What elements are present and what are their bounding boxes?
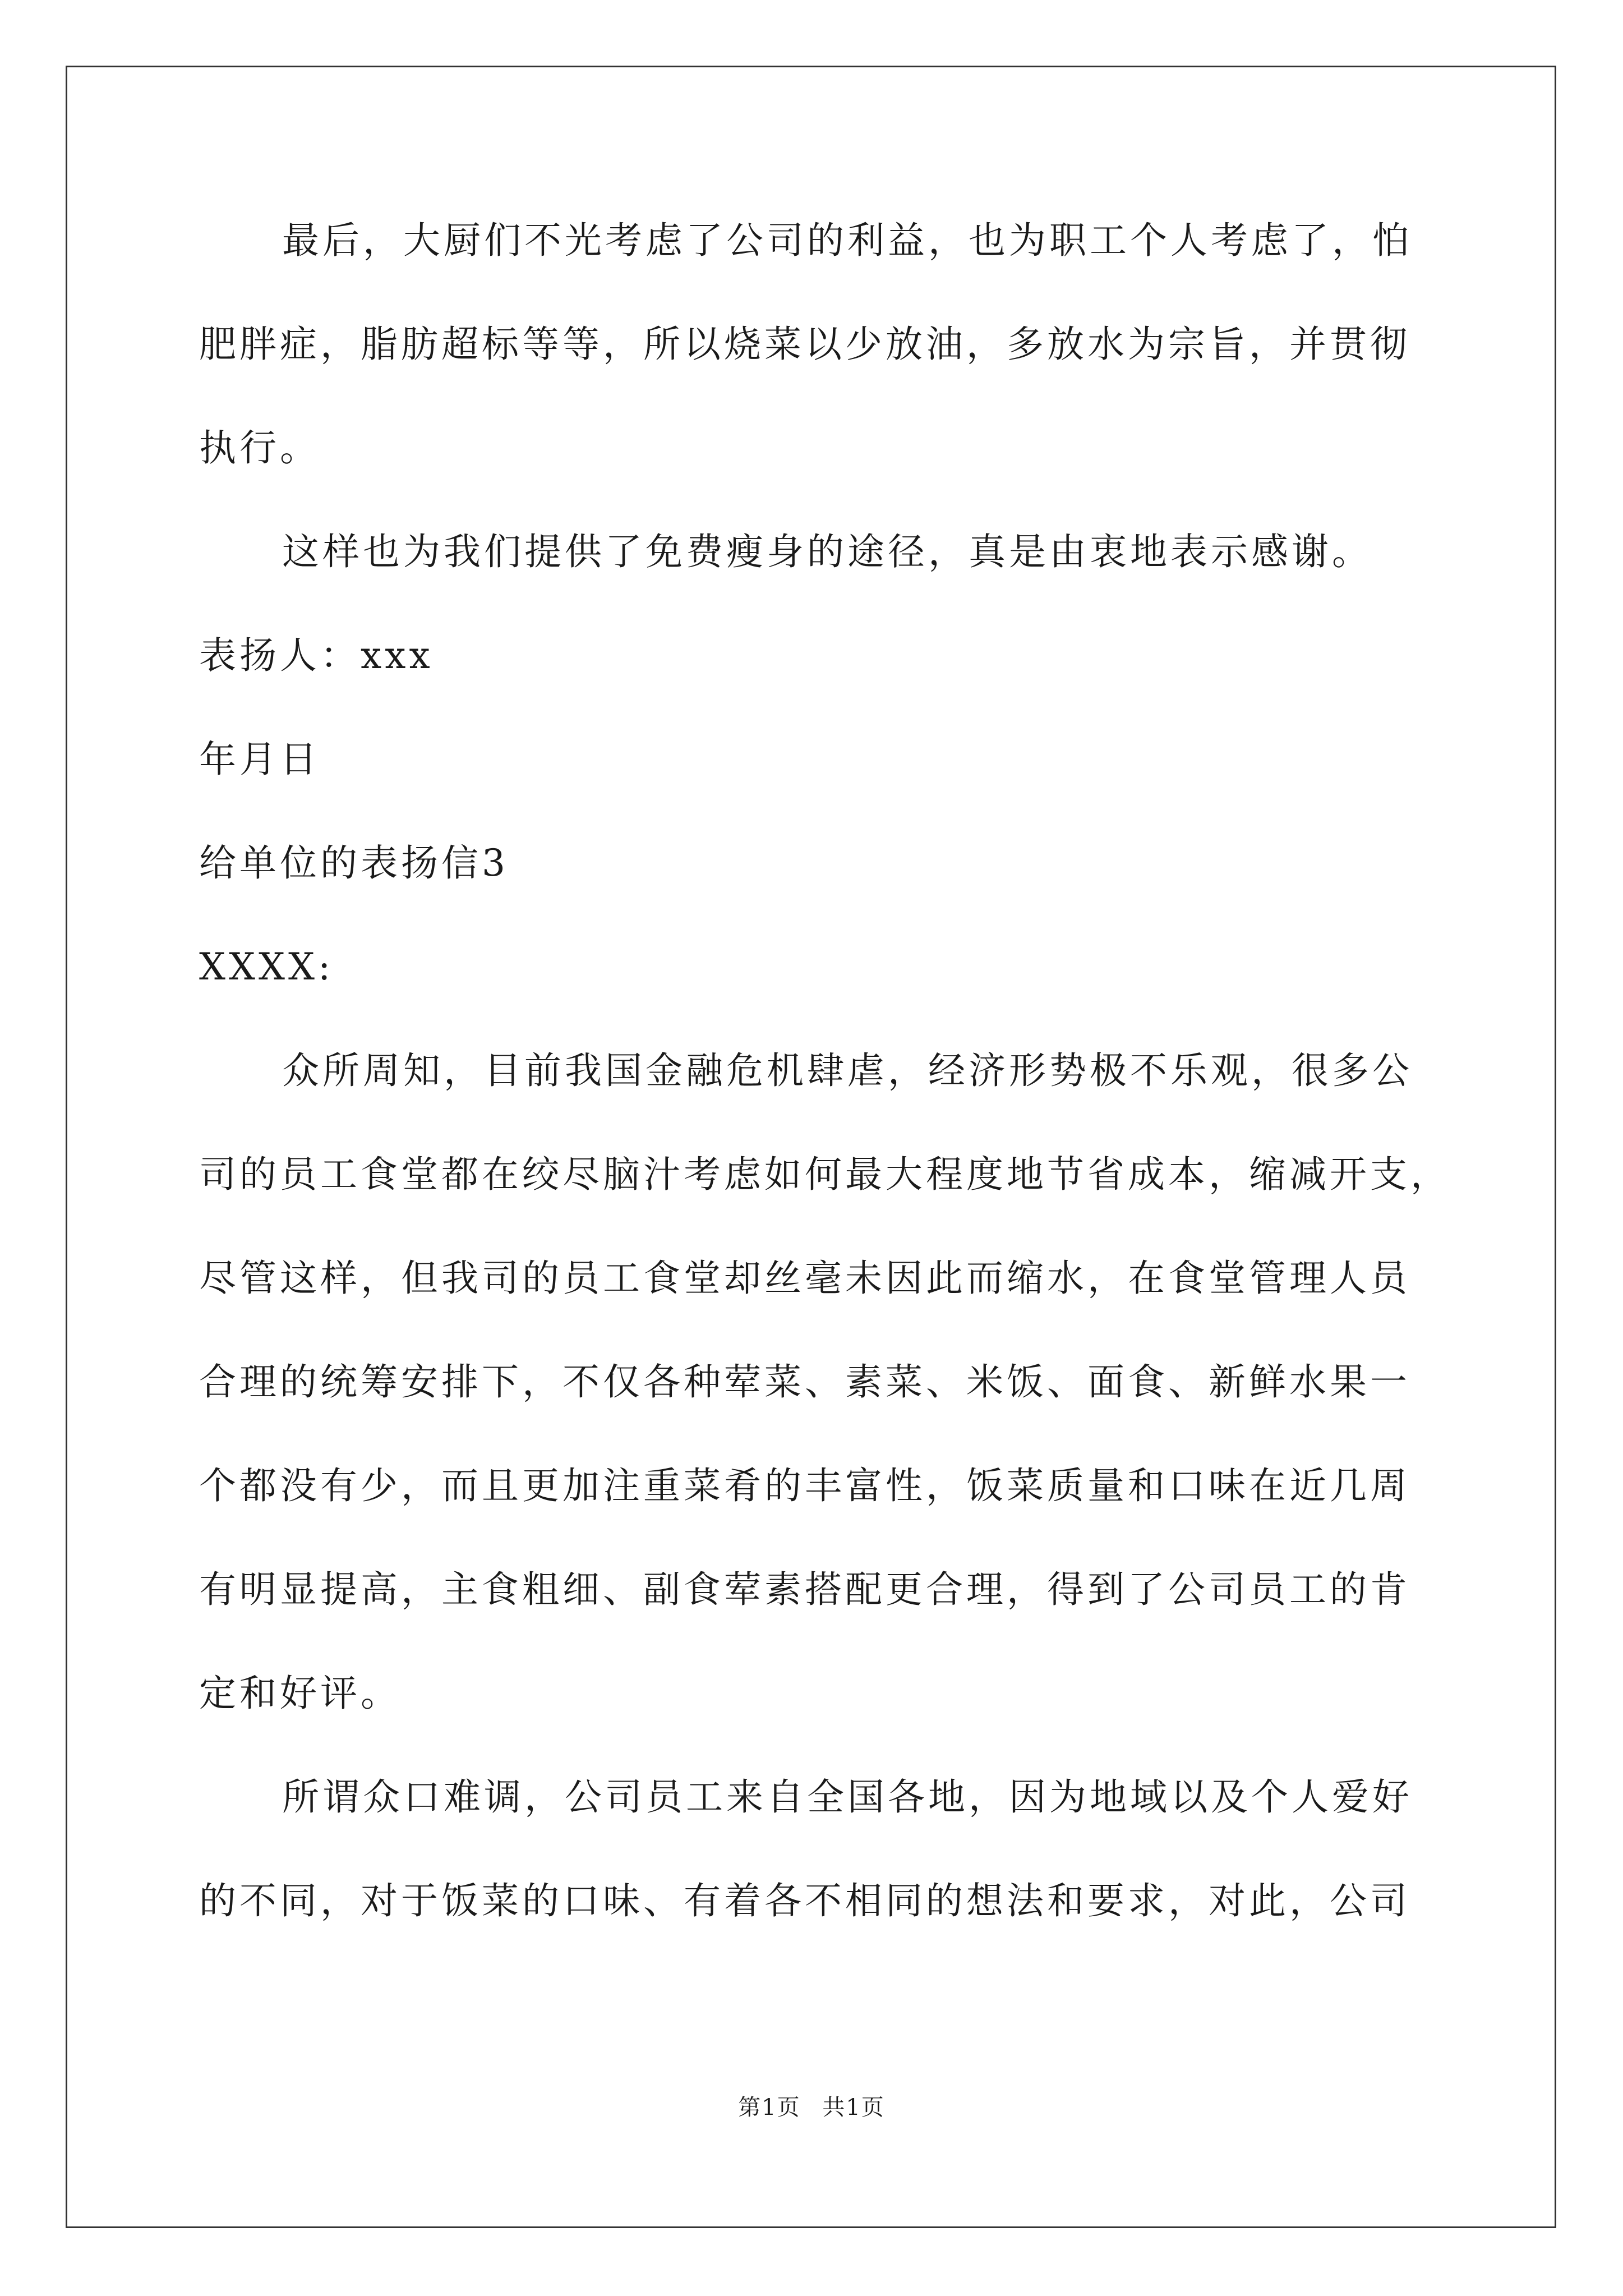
- paragraph-line: 最后，大厨们不光考虑了公司的利益，也为职工个人考虑了，怕: [282, 219, 1413, 262]
- signer-line: 表扬人：xxx: [199, 634, 434, 677]
- page-total: 共1页: [822, 2095, 885, 2120]
- paragraph-line: 尽管这样，但我司的员工食堂却丝毫未因此而缩水，在食堂管理人员: [199, 1257, 1410, 1300]
- paragraph-line: 个都没有少，而且更加注重菜肴的丰富性，饭菜质量和口味在近几周: [199, 1464, 1410, 1507]
- page-number: 第1页: [738, 2095, 801, 2120]
- page-footer: [0, 2093, 1623, 2122]
- salutation: XXXX:: [199, 945, 334, 988]
- paragraph-line: 肥胖症，脂肪超标等等，所以烧菜以少放油，多放水为宗旨，并贯彻: [199, 323, 1410, 366]
- paragraph-line: 定和好评。: [199, 1672, 401, 1715]
- paragraph-line: 的不同，对于饭菜的口味、有着各不相同的想法和要求，对此，公司: [199, 1879, 1410, 1922]
- paragraph-line: 合理的统筹安排下，不仅各种荤菜、素菜、米饭、面食、新鲜水果一: [199, 1360, 1410, 1404]
- paragraph-line: 所谓众口难调，公司员工来自全国各地，因为地域以及个人爱好: [282, 1775, 1413, 1819]
- paragraph-line: 这样也为我们提供了免费瘦身的途径，真是由衷地表示感谢。: [282, 530, 1372, 573]
- date-line: 年月日: [199, 738, 320, 781]
- paragraph-line: 有明显提高，主食粗细、副食荤素搭配更合理，得到了公司员工的肯: [199, 1568, 1410, 1611]
- paragraph-line: 执行。: [199, 426, 320, 470]
- paragraph-line: 众所周知，目前我国金融危机肆虐，经济形势极不乐观，很多公: [282, 1049, 1413, 1092]
- paragraph-line: 司的员工食堂都在绞尽脑汁考虑如何最大程度地节省成本，缩减开支，: [199, 1153, 1451, 1196]
- section-title: 给单位的表扬信3: [199, 841, 509, 885]
